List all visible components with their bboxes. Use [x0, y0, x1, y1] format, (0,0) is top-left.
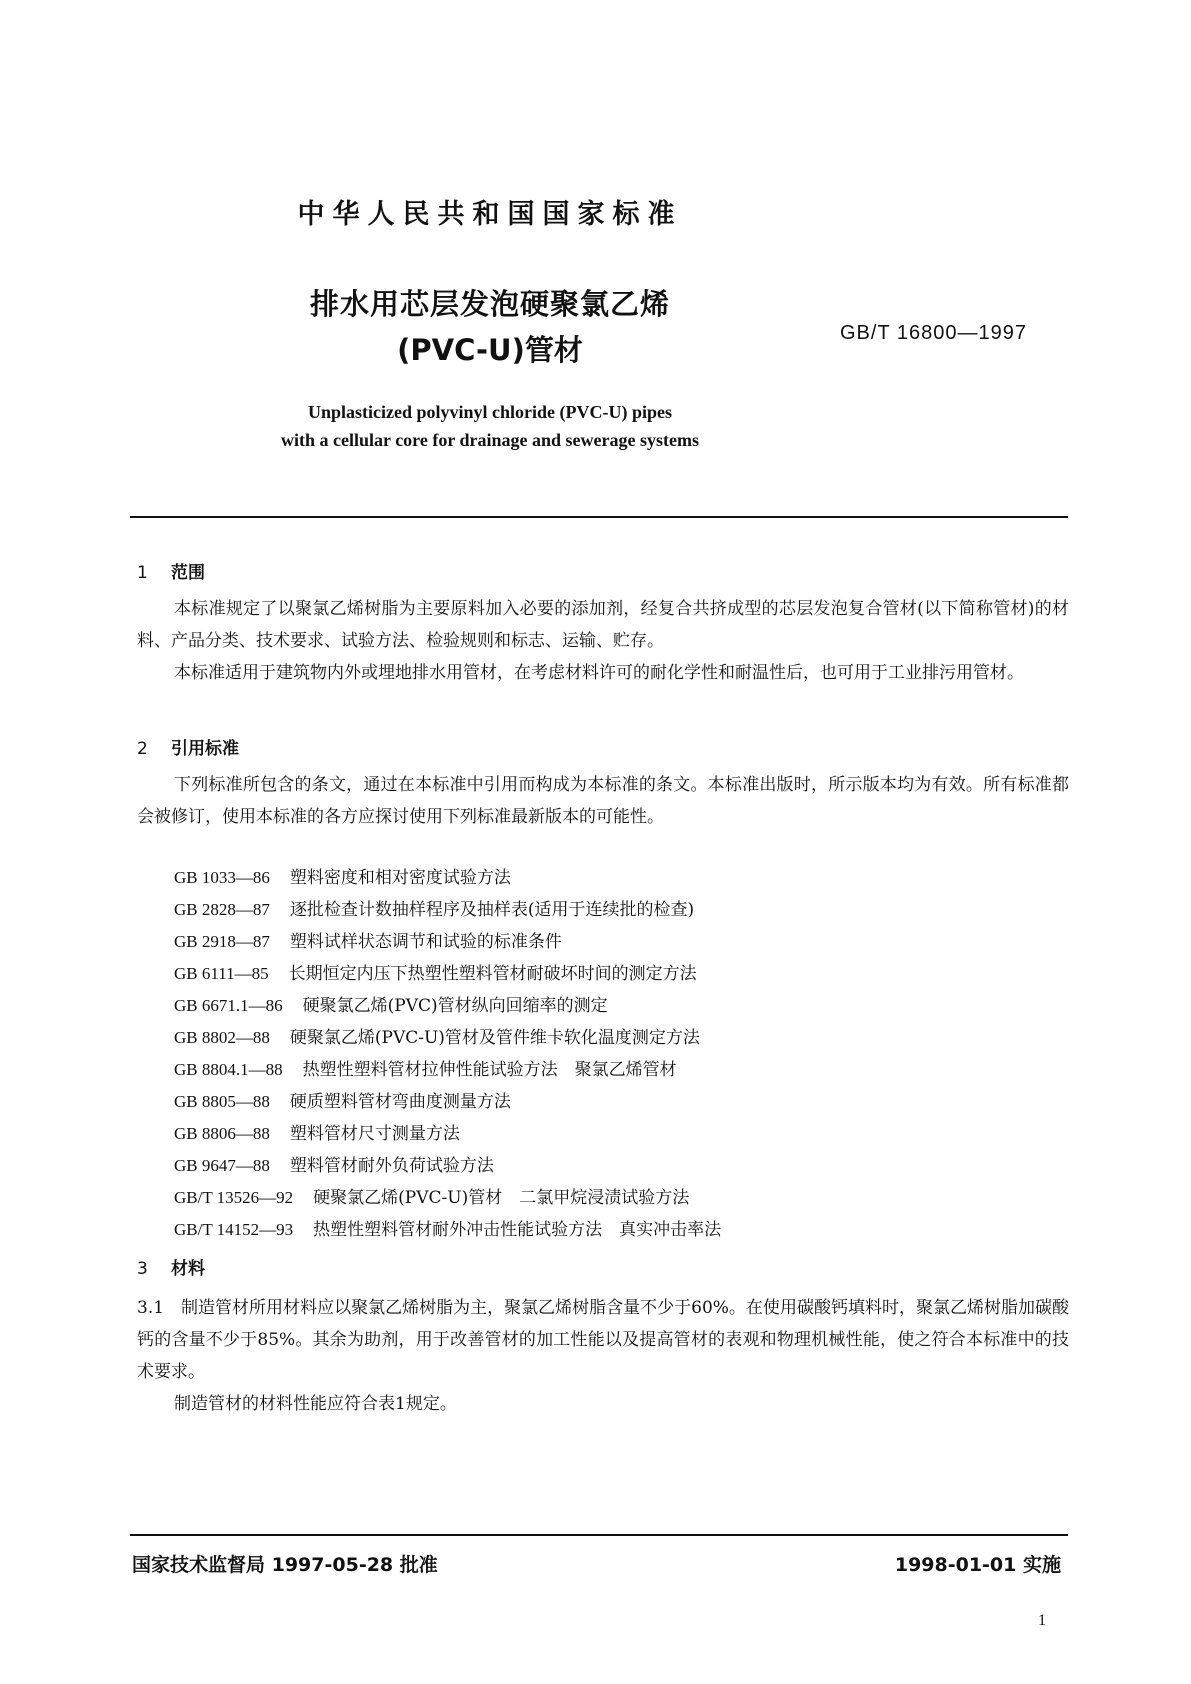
reference-code: GB 8804.1—88: [174, 1060, 283, 1079]
reference-title: 长期恒定内压下热塑性塑料管材耐破坏时间的测定方法: [288, 964, 697, 984]
reference-title: 塑料管材耐外负荷试验方法: [289, 1156, 494, 1176]
section-1-paragraph-2: 本标准适用于建筑物内外或埋地排水用管材，在考虑材料许可的耐化学性和耐温性后，也可用于工业排污用管材。: [174, 663, 1024, 683]
reference-item: [174, 1150, 721, 1182]
section-3-title: 材料: [171, 1259, 205, 1279]
section-2-heading: [137, 734, 239, 759]
reference-item: [174, 990, 721, 1022]
section-2-intro: 下列标准所包含的条文，通过在本标准中引用而构成为本标准的条文。本标准出版时，所示版本均为有效。所有标准都会被修订，使用本标准的各方应探讨使用下列标准最新版本的可能性。: [137, 775, 1069, 827]
national-standard-label: 中华人民共和国国家标准: [297, 199, 683, 230]
reference-title: 硬质塑料管材弯曲度测量方法: [289, 1092, 511, 1112]
reference-title: 塑料试样状态调节和试验的标准条件: [289, 932, 562, 952]
reference-item: [174, 958, 721, 990]
reference-code: GB 2918—87: [174, 932, 270, 951]
title-line-1: 排水用芯层发泡硬聚氯乙烯: [309, 287, 670, 321]
header-divider: [130, 516, 1068, 518]
reference-code: GB/T 13526—92: [174, 1188, 294, 1207]
clause-3-1: 3.1 制造管材所用材料应以聚氯乙烯树脂为主，聚氯乙烯树脂含量不少于60%。在使用碳酸钙填料时，聚氯乙烯树脂加碳酸钙的含量不少于85%。其余为助剂，用于改善管材的加工性能以及提高管材的表观和物理机械性能，使之符合本标准中的技术要求。: [137, 1298, 1069, 1382]
page-number: 1: [1038, 1612, 1046, 1629]
reference-code: GB 9647—88: [174, 1156, 270, 1175]
reference-title: 热塑性塑料管材耐外冲击性能试验方法 真实冲击率法: [313, 1220, 722, 1240]
implementation-date: 1998-01-01 实施: [894, 1554, 1061, 1576]
section-2-number: 2: [137, 739, 148, 759]
reference-item: [174, 1182, 721, 1214]
section-1-number: 1: [137, 563, 148, 583]
reference-code: GB 8805—88: [174, 1092, 270, 1111]
reference-item: [174, 1214, 721, 1246]
section-3-heading: [137, 1254, 205, 1279]
reference-item: [174, 862, 721, 894]
reference-code: GB 1033—86: [174, 868, 270, 887]
reference-title: 硬聚氯乙烯(PVC-U)管材及管件维卡软化温度测定方法: [289, 1028, 700, 1048]
reference-title: 硬聚氯乙烯(PVC-U)管材 二氯甲烷浸渍试验方法: [313, 1188, 690, 1208]
reference-item: [174, 926, 721, 958]
section-3-number: 3: [137, 1259, 148, 1279]
approval-statement: 国家技术监督局 1997-05-28 批准: [132, 1554, 438, 1576]
reference-title: 热塑性塑料管材拉伸性能试验方法 聚氯乙烯管材: [302, 1060, 677, 1080]
reference-item: [174, 1022, 721, 1054]
clause-3-1-table-note: 制造管材的材料性能应符合表1规定。: [174, 1394, 457, 1414]
reference-code: GB 8802—88: [174, 1028, 270, 1047]
title-line-2: (PVC-U)管材: [397, 333, 583, 367]
section-1-paragraph-1: 本标准规定了以聚氯乙烯树脂为主要原料加入必要的添加剂，经复合共挤成型的芯层发泡复合管材(以下简称管材)的材料、产品分类、技术要求、试验方法、检验规则和标志、运输、贮存。: [137, 599, 1069, 651]
reference-item: [174, 1118, 721, 1150]
reference-title: 逐批检查计数抽样程序及抽样表(适用于连续批的检查): [289, 900, 695, 920]
section-1-title: 范围: [171, 563, 205, 583]
reference-code: GB 8806—88: [174, 1124, 270, 1143]
reference-code: GB 6111—85: [174, 964, 269, 983]
reference-title: 硬聚氯乙烯(PVC)管材纵向回缩率的测定: [302, 996, 608, 1016]
reference-code: GB 6671.1—86: [174, 996, 283, 1015]
footer-divider: [130, 1534, 1068, 1536]
reference-list: [174, 862, 721, 1246]
reference-item: [174, 894, 721, 926]
reference-item: [174, 1086, 721, 1118]
section-2-title: 引用标准: [171, 739, 239, 759]
standard-code: GB/T 16800—1997: [840, 322, 1027, 344]
reference-title: 塑料管材尺寸测量方法: [289, 1124, 460, 1144]
english-title-line-1: Unplasticized polyvinyl chloride (PVC-U) pipes: [307, 402, 672, 422]
reference-title: 塑料密度和相对密度试验方法: [289, 868, 511, 888]
section-1-heading: [137, 558, 205, 583]
english-title-line-2: with a cellular core for drainage and sewerage systems: [281, 430, 699, 450]
reference-item: [174, 1054, 721, 1086]
reference-code: GB/T 14152—93: [174, 1220, 294, 1239]
reference-code: GB 2828—87: [174, 900, 270, 919]
